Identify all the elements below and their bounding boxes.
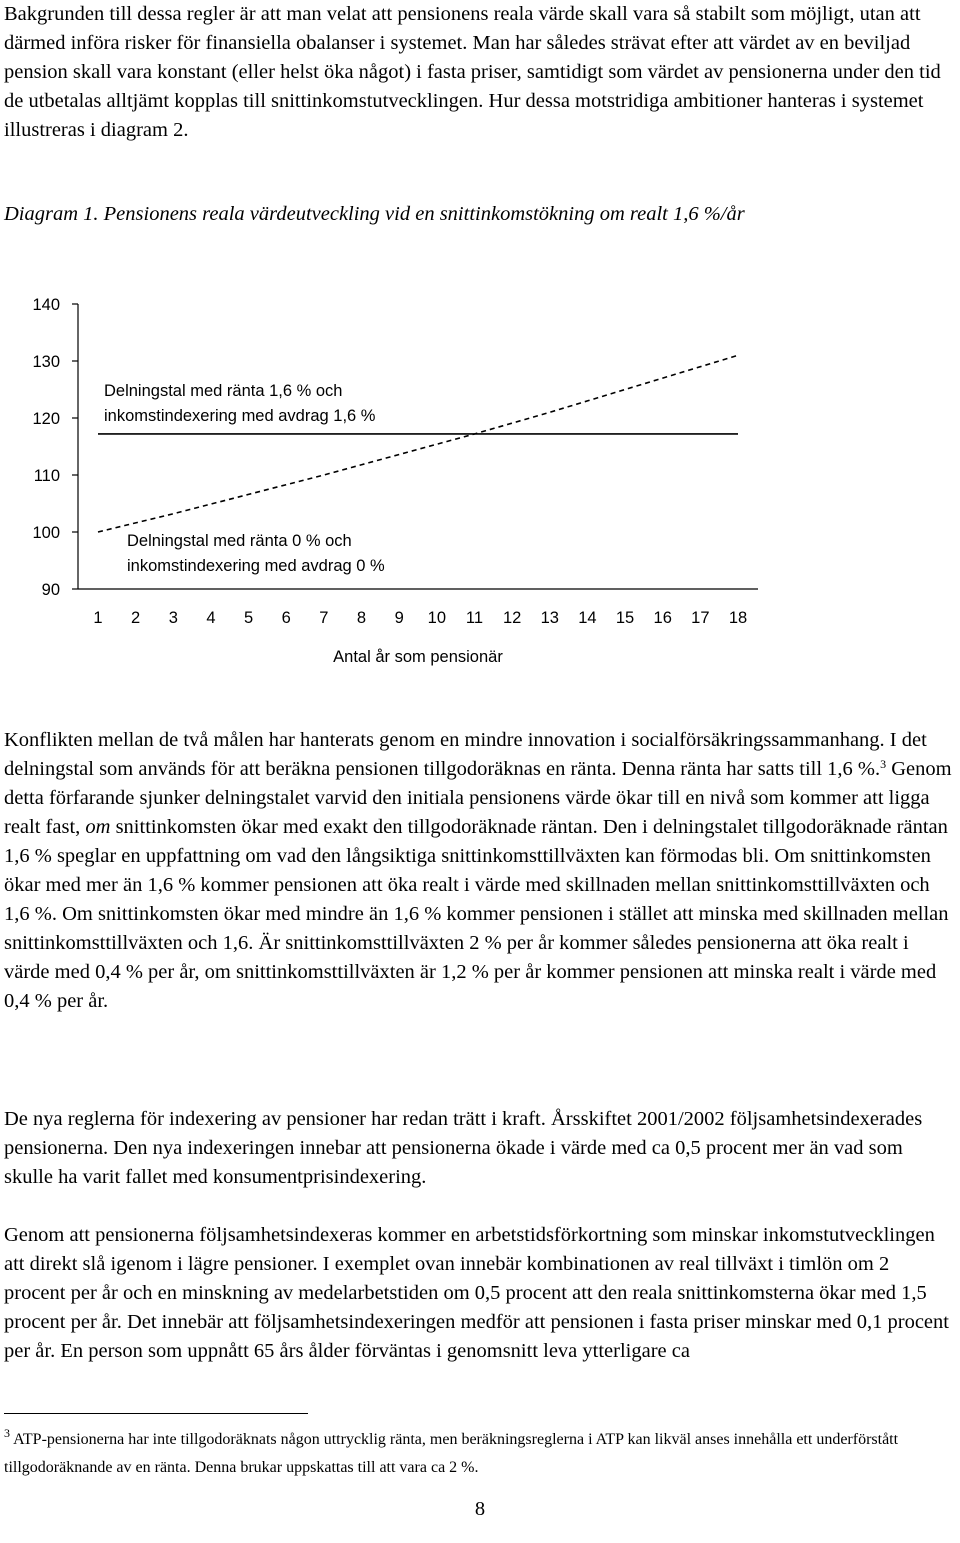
diagram-caption: Diagram 1. Pensionens reala värdeutveckling vid en snittinkomstökning om realt 1,6 %/år: [4, 203, 745, 225]
paragraph-new-rules: De nya reglerna för indexering av pensioner har redan trätt i kraft. Årsskiftet 2001/2002 följsamhetsindexerades pensionerna. Den nya indexeringen innebar att pensionerna ökade i värde med ca 0,5 procent mer än vad som skulle ha varit fallet med konsumentprisindexering.: [4, 1108, 923, 1188]
paragraph-conflict-part-b: Genom detta förfarande sjunker delningstalet varvid den initiala pensionens värde ökar till en nivå som kommer att ligga realt fast,: [4, 758, 952, 838]
footnote-separator: [4, 1413, 308, 1414]
pension-value-chart: [0, 280, 960, 680]
x-tick-label: 12: [502, 609, 522, 627]
paragraph-background: Bakgrunden till dessa regler är att man velat att pensionens reala värde skall vara så stabilt som möjligt, utan att därmed införa risker för finansiella obalanser i systemet. Man har således strävat efter att värdet av en beviljad pension skall vara konstant (eller helst öka något) i fasta priser, samtidigt som värdet av pensionerna under den tid de utbetalas alltjämt kopplas till snittinkomstutvecklingen. Hur dessa motstridiga ambitioner hanteras i systemet illustreras i diagram 2.: [4, 3, 941, 141]
annotation-line: inkomstindexering med avdrag 1,6 %: [104, 407, 376, 425]
x-tick-label: 3: [168, 609, 178, 627]
footnote-text: ATP-pensionerna har inte tillgodoräknats någon uttrycklig ränta, men beräkningsreglerna i ATP kan likväl anses innehålla ett underförstått tillgodoräknande av en ränta. Denna brukar uppskattas till att vara ca 2 %.: [4, 1431, 899, 1476]
footnote-marker: 3: [4, 1426, 10, 1440]
x-tick-label: 10: [427, 609, 447, 627]
x-tick-label: 9: [394, 609, 404, 627]
y-tick-label: 90: [41, 581, 60, 599]
x-tick-label: 18: [728, 609, 748, 627]
chart-annotations: [104, 382, 385, 575]
x-tick-labels: [93, 609, 747, 627]
x-tick-label: 6: [281, 609, 291, 627]
y-tick-label: 100: [32, 524, 60, 542]
paragraph-conflict-part-c: snittinkomsten ökar med exakt den tillgodoräknade räntan. Den i delningstalet tillgodoräknade räntan 1,6 % speglar en uppfattning om vad den långsiktiga snittinkomsttillväxten kan förmodas bli. Om snittinkomsten ökar med mer än 1,6 % kommer pensionen att öka realt i värde med skillnaden mellan snittinkomsttillväxten och 1,6 %. Om snittinkomsten ökar med mindre än 1,6 % kommer pensionen i stället att minska med skillnaden mellan snittinkomsttillväxten och 1,6. Är snittinkomsttillväxten 2 % per år kommer således pensionerna att öka realt i värde med 0,4 % per år, om snittinkomsttillväxten är 1,2 % per år kommer pensionen att minska realt i värde med 0,4 % per år.: [4, 816, 949, 1012]
x-tick-label: 5: [243, 609, 254, 627]
y-tick-label: 120: [32, 410, 60, 428]
y-tick-label: 140: [32, 296, 60, 314]
x-tick-label: 8: [356, 609, 367, 627]
y-tick-labels: [32, 296, 60, 599]
y-tick-label: 110: [33, 467, 60, 485]
x-tick-label: 13: [540, 609, 559, 627]
x-tick-label: 11: [465, 609, 484, 627]
paragraph-conflict: [4, 726, 954, 1016]
x-tick-label: 2: [131, 609, 141, 627]
paragraph-indexing: Genom att pensionerna följsamhetsindexeras kommer en arbetstidsförkortning som minskar inkomstutvecklingen att direkt slå igenom i lägre pensioner. I exemplet ovan innebär kombinationen av real tillväxt i timlön om 2 procent per år och en minskning av medelarbetstiden om 0,5 procent att den reala snittinkomsterna ökar med 1,5 procent per år. Det innebär att följsamhetsindexeringen medför att pensionen i fasta priser minskar med 0,1 procent per år. En person som uppnått 65 års ålder förväntas i genomsnitt leva ytterligare ca: [4, 1224, 949, 1362]
emphasis-om: om: [85, 816, 111, 838]
x-tick-label: 16: [653, 609, 672, 627]
x-tick-label: 7: [319, 609, 329, 627]
x-axis-label: Antal år som pensionär: [333, 648, 503, 666]
x-tick-label: 14: [578, 609, 597, 627]
footnote: [4, 1426, 954, 1482]
x-tick-label: 17: [691, 609, 710, 627]
x-tick-label: 15: [615, 609, 635, 627]
annotation-line: inkomstindexering med avdrag 0 %: [127, 557, 385, 575]
annotation-line: Delningstal med ränta 1,6 % och: [104, 382, 343, 400]
annotation-line: Delningstal med ränta 0 % och: [127, 532, 352, 550]
footnote-reference: 3: [880, 757, 887, 771]
y-tick-label: 130: [32, 353, 60, 371]
x-tick-label: 1: [93, 609, 103, 627]
paragraph-conflict-part-a: Konflikten mellan de två målen har hanterats genom en mindre innovation i socialförsäkringssammanhang. I det delningstal som används för att beräkna pensionen tillgodoräknas en ränta. Denna ränta har satts till 1,6 %.: [4, 729, 927, 780]
page-number: 8: [474, 1498, 486, 1520]
x-tick-label: 4: [206, 609, 216, 627]
